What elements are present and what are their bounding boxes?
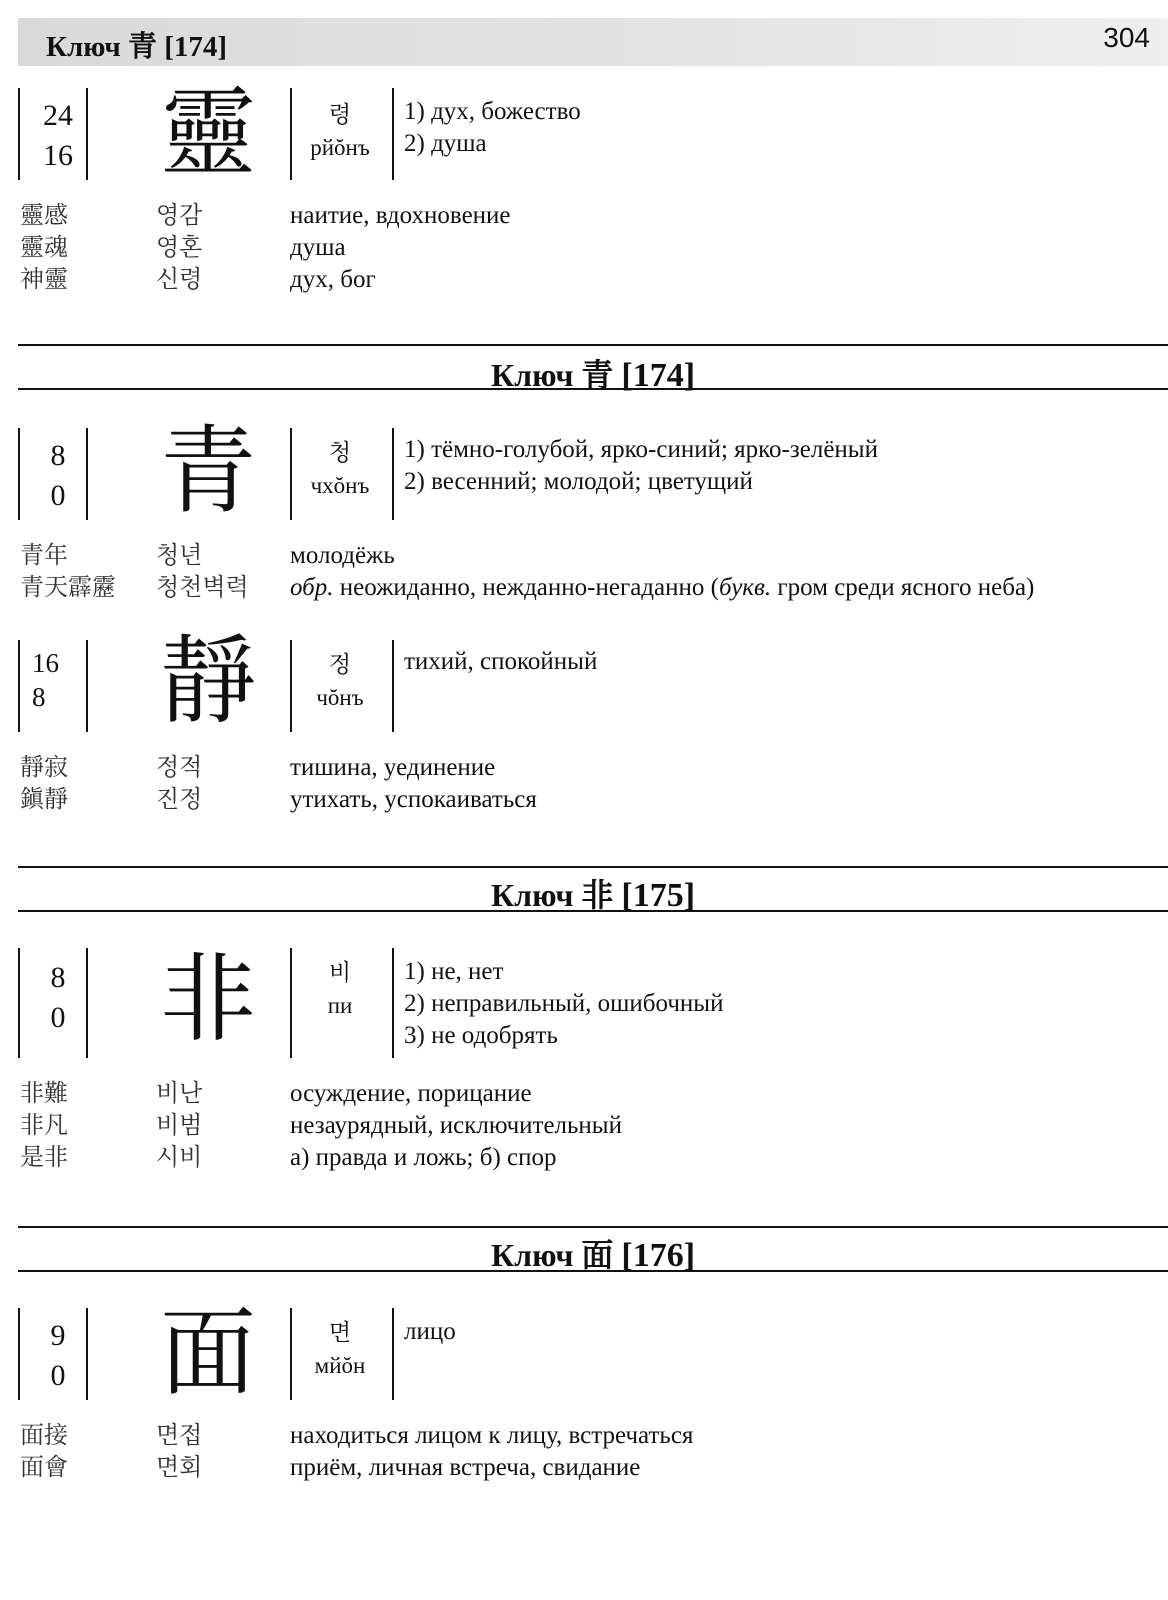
section-rule-bottom <box>18 910 1168 912</box>
entry-mian <box>18 1300 1168 1498</box>
meanings <box>404 956 1164 1052</box>
transliteration: рйŏнъ <box>310 135 370 160</box>
meanings <box>404 1316 1164 1348</box>
transliteration: мйŏн <box>314 1353 366 1378</box>
meaning-item: тихий, спокойный <box>404 648 598 675</box>
transliteration: чхŏнъ <box>310 473 370 498</box>
meaning-item: лицо <box>404 1318 456 1345</box>
translation-text: гром среди ясного неба) <box>771 574 1035 601</box>
compound-korean: 비난 <box>156 1081 203 1107</box>
vertical-rule <box>18 948 20 1058</box>
compound-row <box>18 540 1168 572</box>
compound-row <box>18 1452 1168 1484</box>
compound-korean: 신령 <box>156 267 203 293</box>
compound-translation <box>290 572 1034 604</box>
vertical-rule <box>86 640 88 732</box>
section-rule-bottom <box>18 388 1168 390</box>
reading <box>290 956 390 1022</box>
stroke-count <box>32 1316 84 1396</box>
section-rule-bottom <box>18 1270 1168 1272</box>
compound-korean: 면회 <box>156 1455 203 1481</box>
section-rule-top <box>18 1226 1168 1228</box>
section-radical: 青 <box>581 357 614 393</box>
compound-row <box>18 572 1168 604</box>
compound-korean: 진정 <box>156 787 203 813</box>
compound-hanja: 靜寂 <box>20 755 68 781</box>
headword-character: 非 <box>160 946 256 1053</box>
compound-hanja: 靈感 <box>20 203 68 229</box>
compound-korean: 면접 <box>156 1423 203 1449</box>
compound-korean: 영감 <box>156 203 203 229</box>
compound-hanja: 面會 <box>20 1455 68 1481</box>
compound-hanja: 青年 <box>20 543 68 569</box>
usage-label: обр. <box>290 574 334 601</box>
meanings <box>404 96 1164 160</box>
section-number: [176] <box>621 1237 696 1274</box>
compound-translation: незаурядный, исключительный <box>290 1112 622 1139</box>
stroke-total: 8 <box>50 961 66 994</box>
running-header-title: Ключ 青 [174] <box>46 31 228 63</box>
vertical-rule <box>18 1308 20 1400</box>
compound-translation: тишина, уединение <box>290 754 496 781</box>
compound-row <box>18 264 1168 296</box>
meaning-item: 1) не, нет <box>404 958 504 985</box>
compound-hanja: 是非 <box>20 1145 68 1171</box>
transliteration: пи <box>327 993 353 1018</box>
compound-hanja: 非凡 <box>20 1113 68 1139</box>
vertical-rule <box>86 1308 88 1400</box>
stroke-extra: 16 <box>43 139 73 172</box>
reading <box>290 436 390 502</box>
compound-korean: 청년 <box>156 543 203 569</box>
compound-translation: дух, бог <box>290 266 376 293</box>
section-title-prefix: Ключ <box>490 877 574 913</box>
vertical-rule <box>18 428 20 520</box>
transliteration: чŏнъ <box>316 685 364 710</box>
compound-row <box>18 1110 1168 1142</box>
section-radical: 非 <box>581 877 614 913</box>
compound-korean: 정적 <box>156 755 203 781</box>
headword-character: 靜 <box>160 628 256 735</box>
usage-label: букв. <box>718 574 772 601</box>
meaning-item: 2) неправильный, ошибочный <box>404 990 724 1017</box>
compound-translation: молодёжь <box>290 542 395 569</box>
stroke-count <box>32 958 84 1038</box>
compound-korean: 영혼 <box>156 235 203 261</box>
stroke-count <box>32 646 84 714</box>
stroke-total: 8 <box>50 439 66 472</box>
section-radical: 面 <box>581 1237 614 1273</box>
headword-character: 面 <box>160 1300 256 1407</box>
compounds-list <box>18 540 1168 604</box>
compound-korean: 청천벽력 <box>156 575 249 601</box>
headword-character: 靈 <box>160 80 256 187</box>
translation-text: неожиданно, нежданно-негаданно ( <box>333 574 719 601</box>
compound-row <box>18 232 1168 264</box>
compound-korean: 시비 <box>156 1145 203 1171</box>
compound-row <box>18 200 1168 232</box>
compound-row <box>18 784 1168 816</box>
meaning-item: 1) дух, божество <box>404 98 581 125</box>
vertical-rule <box>18 88 20 180</box>
compound-hanja: 青天霹靂 <box>20 575 116 601</box>
stroke-total: 24 <box>43 99 73 132</box>
compounds-list <box>18 1078 1168 1174</box>
section-number: [175] <box>621 877 696 914</box>
section-rule-top <box>18 344 1168 346</box>
section-title-prefix: Ключ <box>490 357 574 393</box>
entry-ling <box>18 80 1168 318</box>
vertical-rule <box>392 1308 394 1400</box>
section-rule-top <box>18 866 1168 868</box>
section-number: [174] <box>621 357 696 394</box>
compound-hanja: 神靈 <box>20 267 68 293</box>
korean-reading: 면 <box>328 1320 352 1345</box>
compound-translation: душа <box>290 234 346 261</box>
compound-translation: осуждение, порицание <box>290 1080 532 1107</box>
headword-character: 青 <box>160 418 256 525</box>
vertical-rule <box>86 88 88 180</box>
compound-korean: 비범 <box>156 1113 203 1139</box>
compound-row <box>18 1142 1168 1174</box>
compound-translation: приём, личная встреча, свидание <box>290 1454 641 1481</box>
vertical-rule <box>392 948 394 1058</box>
reading <box>290 648 390 714</box>
meaning-item: 1) тёмно-голубой, ярко-синий; ярко-зелёный <box>404 436 878 463</box>
stroke-extra: 0 <box>50 479 66 512</box>
compound-translation: утихать, успокаиваться <box>290 786 537 813</box>
compound-hanja: 鎭靜 <box>20 787 68 813</box>
compound-row <box>18 1420 1168 1452</box>
vertical-rule <box>392 640 394 732</box>
meaning-item: 3) не одобрять <box>404 1022 558 1049</box>
section-title-prefix: Ключ <box>490 1237 574 1273</box>
stroke-count <box>32 436 84 516</box>
korean-reading: 비 <box>328 960 352 985</box>
compound-hanja: 靈魂 <box>20 235 68 261</box>
entry-qing <box>18 418 1168 601</box>
compounds-list <box>18 200 1168 296</box>
compound-hanja: 非難 <box>20 1081 68 1107</box>
vertical-rule <box>392 88 394 180</box>
compounds-list <box>18 752 1168 816</box>
vertical-rule <box>86 428 88 520</box>
entry-fei <box>18 948 1168 1188</box>
reading <box>290 98 390 164</box>
stroke-extra: 0 <box>50 1001 66 1034</box>
korean-reading: 령 <box>328 102 352 127</box>
vertical-rule <box>18 640 20 732</box>
compound-translation: находиться лицом к лицу, встречаться <box>290 1422 694 1449</box>
entry-jing <box>18 628 1168 820</box>
compounds-list <box>18 1420 1168 1484</box>
stroke-total: 16 <box>32 648 59 678</box>
vertical-rule <box>86 948 88 1058</box>
compound-row <box>18 752 1168 784</box>
meanings <box>404 646 1164 678</box>
meaning-item: 2) душа <box>404 130 487 157</box>
vertical-rule <box>392 428 394 520</box>
meanings <box>404 434 1164 498</box>
running-header <box>18 18 1168 66</box>
korean-reading: 청 <box>328 440 352 465</box>
stroke-count <box>32 96 84 176</box>
compound-hanja: 面接 <box>20 1423 68 1449</box>
korean-reading: 정 <box>328 652 352 677</box>
reading <box>290 1316 390 1382</box>
stroke-extra: 0 <box>50 1359 66 1392</box>
meaning-item: 2) весенний; молодой; цветущий <box>404 468 753 495</box>
stroke-total: 9 <box>50 1319 66 1352</box>
stroke-extra: 8 <box>32 682 46 712</box>
compound-translation: наитие, вдохновение <box>290 202 511 229</box>
compound-row <box>18 1078 1168 1110</box>
page-number: 304 <box>1103 22 1150 53</box>
compound-translation: а) правда и ложь; б) спор <box>290 1144 557 1171</box>
